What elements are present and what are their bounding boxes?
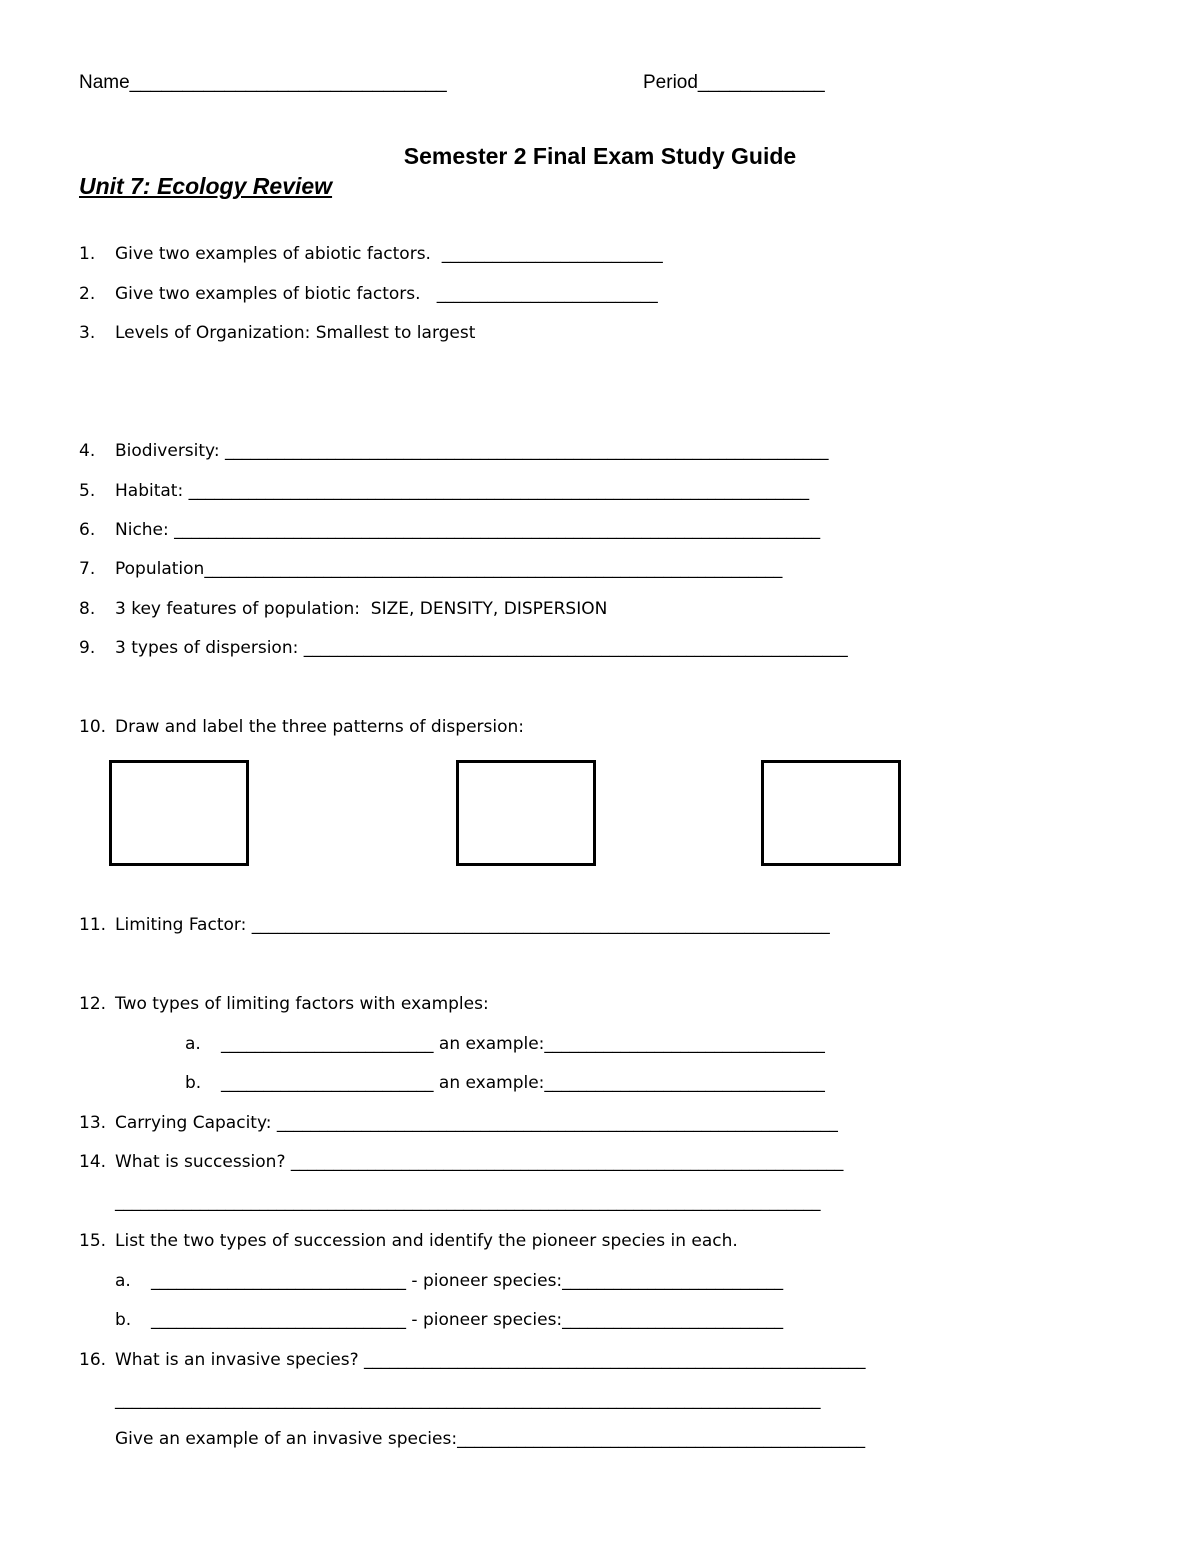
question-text: 3 key features of population: SIZE, DENSITY, DISPERSION — [115, 599, 608, 619]
q15-sub-a — [115, 1270, 783, 1292]
question-number: 10. — [79, 717, 107, 737]
question-number: 13. — [79, 1113, 107, 1133]
question-number: 5. — [79, 481, 96, 501]
question-number: 11. — [79, 915, 107, 935]
name-field-label[interactable]: Name______________________________ — [79, 72, 447, 93]
question-9 — [79, 637, 848, 659]
question-10 — [79, 716, 524, 738]
question-text: Two types of limiting factors with examples: — [115, 994, 489, 1014]
question-15 — [79, 1230, 738, 1252]
period-field-label[interactable]: Period____________ — [643, 72, 825, 93]
question-number: 9. — [79, 638, 96, 658]
question-5 — [79, 480, 809, 502]
sub-letter: b. — [115, 1310, 132, 1330]
q12-sub-b — [185, 1072, 825, 1094]
question-8 — [79, 598, 607, 620]
question-number: 2. — [79, 284, 96, 304]
sub-letter: b. — [185, 1073, 202, 1093]
question-text: What is an invasive species? ___________________________________________________________ — [115, 1350, 866, 1370]
question-3 — [79, 322, 475, 344]
question-number: 4. — [79, 441, 96, 461]
question-13 — [79, 1112, 838, 1134]
question-6 — [79, 519, 820, 541]
question-1 — [79, 243, 663, 265]
question-number: 15. — [79, 1231, 107, 1251]
question-text: Draw and label the three patterns of dispersion: — [115, 717, 524, 737]
question-text: Population____________________________________________________________________ — [115, 559, 783, 579]
question-number: 3. — [79, 323, 96, 343]
question-number: 8. — [79, 599, 96, 619]
question-text: Biodiversity: _______________________________________________________________________ — [115, 441, 829, 461]
question-text: Habitat: _________________________________________________________________________ — [115, 481, 810, 501]
question-number: 12. — [79, 994, 107, 1014]
q16-answer-line-2: ___________________________________________________________________________________ — [115, 1390, 821, 1410]
question-7 — [79, 558, 782, 580]
question-12 — [79, 993, 489, 1015]
question-text: Niche: ____________________________________________________________________________ — [115, 520, 821, 540]
question-text: Carrying Capacity: __________________________________________________________________ — [115, 1113, 838, 1133]
q14-answer-line-2: ___________________________________________________________________________________ — [115, 1192, 821, 1212]
page-title: Semester 2 Final Exam Study Guide — [403, 143, 797, 169]
question-text: 3 types of dispersion: ________________________________________________________________ — [115, 638, 848, 658]
sub-letter: a. — [115, 1271, 131, 1291]
drawing-box-1[interactable] — [109, 760, 249, 866]
q12-sub-a — [185, 1033, 825, 1055]
drawing-box-2[interactable] — [456, 760, 596, 866]
question-text: What is succession? _________________________________________________________________ — [115, 1152, 844, 1172]
question-number: 16. — [79, 1350, 107, 1370]
question-number: 6. — [79, 520, 96, 540]
question-text: Limiting Factor: ____________________________________________________________________ — [115, 915, 830, 935]
question-text: List the two types of succession and identify the pioneer species in each. — [115, 1231, 738, 1251]
q15-sub-b — [115, 1309, 783, 1331]
q16-example-prompt: Give an example of an invasive species:________________________________________________ — [115, 1429, 866, 1449]
question-number: 7. — [79, 559, 96, 579]
sub-text: ______________________________ - pioneer species:__________________________ — [151, 1271, 784, 1291]
sub-text: _________________________ an example:_________________________________ — [221, 1034, 825, 1054]
question-number: 1. — [79, 244, 96, 264]
question-number: 14. — [79, 1152, 107, 1172]
question-2 — [79, 283, 658, 305]
question-text: Levels of Organization: Smallest to largest — [115, 323, 476, 343]
question-11 — [79, 914, 830, 936]
question-14 — [79, 1151, 843, 1173]
question-text: Give two examples of abiotic factors. __________________________ — [115, 244, 663, 264]
sub-text: _________________________ an example:_________________________________ — [221, 1073, 825, 1093]
unit-heading: Unit 7: Ecology Review — [79, 173, 333, 199]
question-4 — [79, 440, 829, 462]
question-text: Give two examples of biotic factors. __________________________ — [115, 284, 658, 304]
drawing-box-3[interactable] — [761, 760, 901, 866]
sub-text: ______________________________ - pioneer species:__________________________ — [151, 1310, 784, 1330]
sub-letter: a. — [185, 1034, 201, 1054]
question-16 — [79, 1349, 866, 1371]
